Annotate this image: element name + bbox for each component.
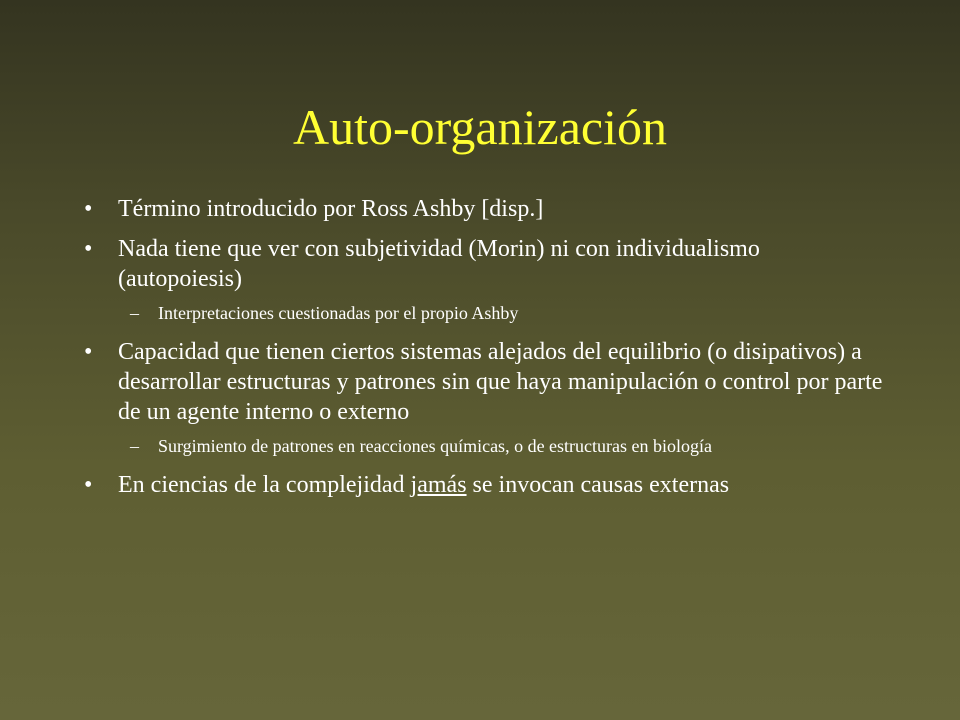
bullet-marker: • xyxy=(84,472,93,498)
sub-bullet-marker: – xyxy=(130,436,139,456)
bullet-text-suffix: se invocan causas externas xyxy=(466,472,730,498)
bullet-marker: • xyxy=(84,339,93,365)
sub-bullet-text: Surgimiento de patrones en reacciones químicas, o de estructuras en biología xyxy=(158,436,713,456)
sub-bullet-item xyxy=(84,302,884,325)
bullet-marker: • xyxy=(84,196,93,222)
bullet-marker: • xyxy=(84,236,93,262)
bullet-text: Término introducido por Ross Ashby [disp.] xyxy=(118,196,544,222)
slide-content xyxy=(84,194,884,510)
bullet-item xyxy=(84,337,884,427)
bullet-text-prefix: En ciencias de la complejidad xyxy=(118,472,411,498)
bullet-item xyxy=(84,470,884,500)
bullet-text: Capacidad que tienen ciertos sistemas alejados del equilibrio (o disipativos) a desarrollar estructuras y patrones sin que haya manipulación o control por parte de un agente interno o externo xyxy=(118,339,883,425)
bullet-text: Nada tiene que ver con subjetividad (Morin) ni con individualismo (autopoiesis) xyxy=(118,236,760,292)
bullet-item xyxy=(84,234,884,294)
slide-title: Auto-organización xyxy=(293,99,667,155)
sub-bullet-item xyxy=(84,435,884,458)
sub-bullet-marker: – xyxy=(130,303,139,323)
underlined-word: jamás xyxy=(410,472,467,498)
bullet-item xyxy=(84,194,884,224)
sub-bullet-text: Interpretaciones cuestionadas por el propio Ashby xyxy=(158,303,519,323)
